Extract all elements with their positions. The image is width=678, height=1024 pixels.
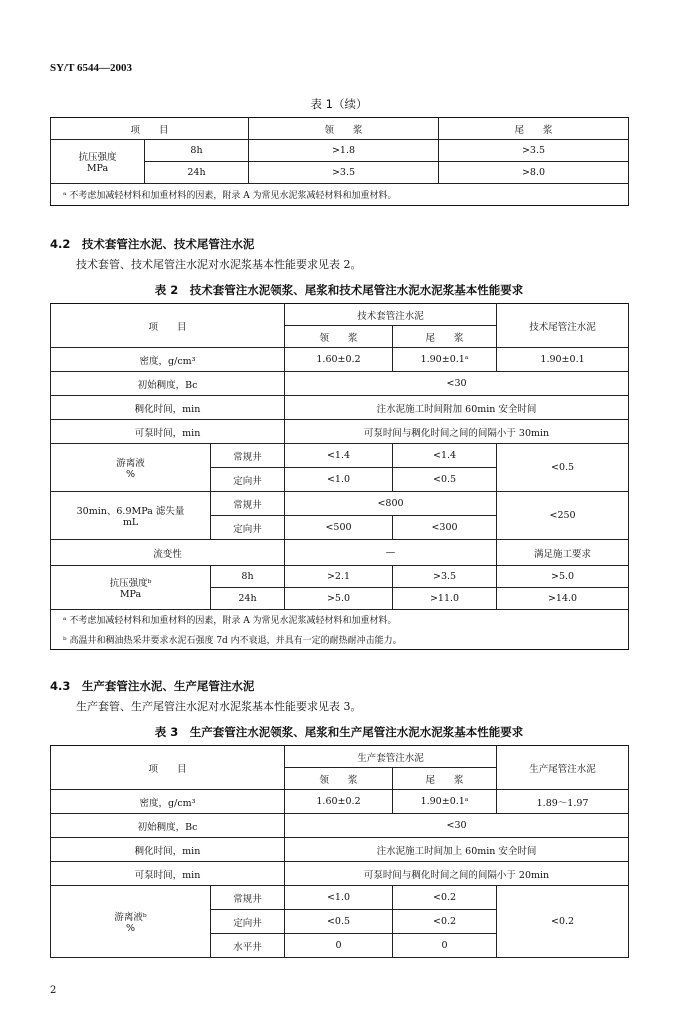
free-liquid-unit: % [125, 923, 136, 934]
table1-note: ᵃ 不考虑加减轻材料和加重材料的因素，附录 A 为常见水泥浆减轻材料和加重材料。 [51, 184, 629, 206]
fluid-loss-label [51, 492, 211, 540]
density-tail: 1.90±0.1ᵃ [393, 348, 497, 372]
table1-lead-value: >1.8 [249, 140, 439, 162]
initial-consistency-value: <30 [285, 372, 629, 396]
free-liquid-tail: <0.2 [393, 910, 497, 934]
free-liquid-lead: <1.0 [285, 468, 393, 492]
free-liquid-sub: 常规井 [211, 886, 285, 910]
fluid-loss-lead: <500 [285, 516, 393, 540]
table2-caption: 表 2 技术套管注水泥领浆、尾浆和技术尾管注水泥水泥浆基本性能要求 [154, 283, 524, 297]
compressive-strength-lead: >5.0 [285, 588, 393, 610]
table1-header-tail: 尾 浆 [439, 118, 629, 140]
rheology-value: — [285, 540, 497, 566]
section-4-2-title: 4.2 技术套管注水泥、技术尾管注水泥 [50, 237, 255, 251]
initial-consistency-label: 初始稠度，Bc [51, 814, 285, 838]
free-liquid-tail: <0.5 [393, 468, 497, 492]
table1-time: 8h [145, 140, 249, 162]
free-liquid-lead: <0.5 [285, 910, 393, 934]
table1-header-item: 项 目 [51, 118, 249, 140]
compressive-strength-label: 抗压强度 [78, 152, 117, 163]
table3-header-tail: 尾 浆 [393, 768, 497, 790]
table2-header-lead: 领 浆 [285, 326, 393, 348]
table2-header-tail: 尾 浆 [393, 326, 497, 348]
compressive-strength-tail: >11.0 [393, 588, 497, 610]
density-label: 密度，g/cm³ [51, 348, 285, 372]
pumpable-time-label: 可泵时间，min [51, 862, 285, 886]
initial-consistency-value: <30 [285, 814, 629, 838]
thickening-time-label: 稠化时间，min [51, 396, 285, 420]
free-liquid-lead: 0 [285, 934, 393, 958]
compressive-strength-lead: >2.1 [285, 566, 393, 588]
fluid-loss-title: 30min、6.9MPa 滤失量 [76, 506, 185, 517]
free-liquid-label [51, 444, 211, 492]
unit-label: MPa [86, 163, 109, 174]
fluid-loss-liner: <250 [497, 492, 629, 540]
compressive-strength-liner: >14.0 [497, 588, 629, 610]
table3 [50, 745, 629, 958]
free-liquid-sub: 常规井 [211, 444, 285, 468]
free-liquid-liner: <0.2 [497, 886, 629, 958]
thickening-time-value: 注水泥施工时间附加 60min 安全时间 [285, 396, 629, 420]
density-label: 密度，g/cm³ [51, 790, 285, 814]
table1-time: 24h [145, 162, 249, 184]
pumpable-time-label: 可泵时间，min [51, 420, 285, 444]
compressive-strength-sub: 24h [211, 588, 285, 610]
free-liquid-title: 游离液ᵇ [114, 912, 147, 923]
initial-consistency-label: 初始稠度，Bc [51, 372, 285, 396]
section-4-2-paragraph: 技术套管、技术尾管注水泥对水泥浆基本性能要求见表 2。 [76, 258, 362, 271]
compressive-strength-tail: >3.5 [393, 566, 497, 588]
thickening-time-label: 稠化时间，min [51, 838, 285, 862]
table3-caption: 表 3 生产套管注水泥领浆、尾浆和生产尾管注水泥水泥浆基本性能要求 [154, 725, 524, 739]
free-liquid-liner: <0.5 [497, 444, 629, 492]
free-liquid-sub: 定向井 [211, 468, 285, 492]
density-liner: 1.89～1.97 [497, 790, 629, 814]
free-liquid-unit: % [125, 469, 136, 480]
table3-header-liner: 生产尾管注水泥 [497, 746, 629, 790]
table2-header-group: 技术套管注水泥 [285, 304, 497, 326]
free-liquid-tail: 0 [393, 934, 497, 958]
section-4-3-title: 4.3 生产套管注水泥、生产尾管注水泥 [50, 679, 255, 693]
density-lead: 1.60±0.2 [285, 348, 393, 372]
table1-lead-value: >3.5 [249, 162, 439, 184]
page-number: 2 [50, 985, 57, 996]
table2 [50, 303, 629, 650]
free-liquid-sub: 定向井 [211, 910, 285, 934]
table1-row-label [51, 140, 145, 184]
thickening-time-value: 注水泥施工时间加上 60min 安全时间 [285, 838, 629, 862]
pumpable-time-value: 可泵时间与稠化时间之间的间隔小于 30min [285, 420, 629, 444]
compressive-strength-label [51, 566, 211, 610]
fluid-loss-unit: mL [122, 517, 139, 528]
table1-caption: 表 1（续） [310, 97, 368, 111]
table3-header-item: 项 目 [51, 746, 285, 790]
fluid-loss-tail: <300 [393, 516, 497, 540]
table1 [50, 117, 629, 206]
compressive-strength-liner: >5.0 [497, 566, 629, 588]
table1-tail-value: >8.0 [439, 162, 629, 184]
free-liquid-label [51, 886, 211, 958]
standard-code-header: SY/T 6544—2003 [50, 62, 133, 74]
fluid-loss-sub: 常规井 [211, 492, 285, 516]
fluid-loss-sub: 定向井 [211, 516, 285, 540]
density-lead: 1.60±0.2 [285, 790, 393, 814]
rheology-liner: 满足施工要求 [497, 540, 629, 566]
table3-header-group: 生产套管注水泥 [285, 746, 497, 768]
table2-note-a: ᵃ 不考虑加减轻材料和加重材料的因素，附录 A 为常见水泥浆减轻材料和加重材料。 [51, 610, 629, 630]
free-liquid-lead: <1.4 [285, 444, 393, 468]
free-liquid-tail: <0.2 [393, 886, 497, 910]
free-liquid-lead: <1.0 [285, 886, 393, 910]
table2-header-liner: 技术尾管注水泥 [497, 304, 629, 348]
table1-tail-value: >3.5 [439, 140, 629, 162]
fluid-loss-tail: <800 [285, 492, 497, 516]
section-4-3-paragraph: 生产套管、生产尾管注水泥对水泥浆基本性能要求见表 3。 [76, 700, 362, 713]
compressive-strength-sub: 8h [211, 566, 285, 588]
table2-note-b: ᵇ 高温井和稠油热采井要求水泥石强度 7d 内不衰退，并具有一定的耐热耐冲击能力。 [51, 630, 629, 650]
free-liquid-title: 游离液 [116, 458, 145, 469]
table2-header-item: 项 目 [51, 304, 285, 348]
free-liquid-tail: <1.4 [393, 444, 497, 468]
table3-header-lead: 领 浆 [285, 768, 393, 790]
density-tail: 1.90±0.1ᵃ [393, 790, 497, 814]
free-liquid-sub: 水平井 [211, 934, 285, 958]
table1-header-lead: 领 浆 [249, 118, 439, 140]
compressive-strength-unit: MPa [119, 589, 142, 600]
compressive-strength-title: 抗压强度ᵇ [109, 578, 152, 589]
rheology-label: 流变性 [51, 540, 285, 566]
density-liner: 1.90±0.1 [497, 348, 629, 372]
pumpable-time-value: 可泵时间与稠化时间之间的间隔小于 20min [285, 862, 629, 886]
